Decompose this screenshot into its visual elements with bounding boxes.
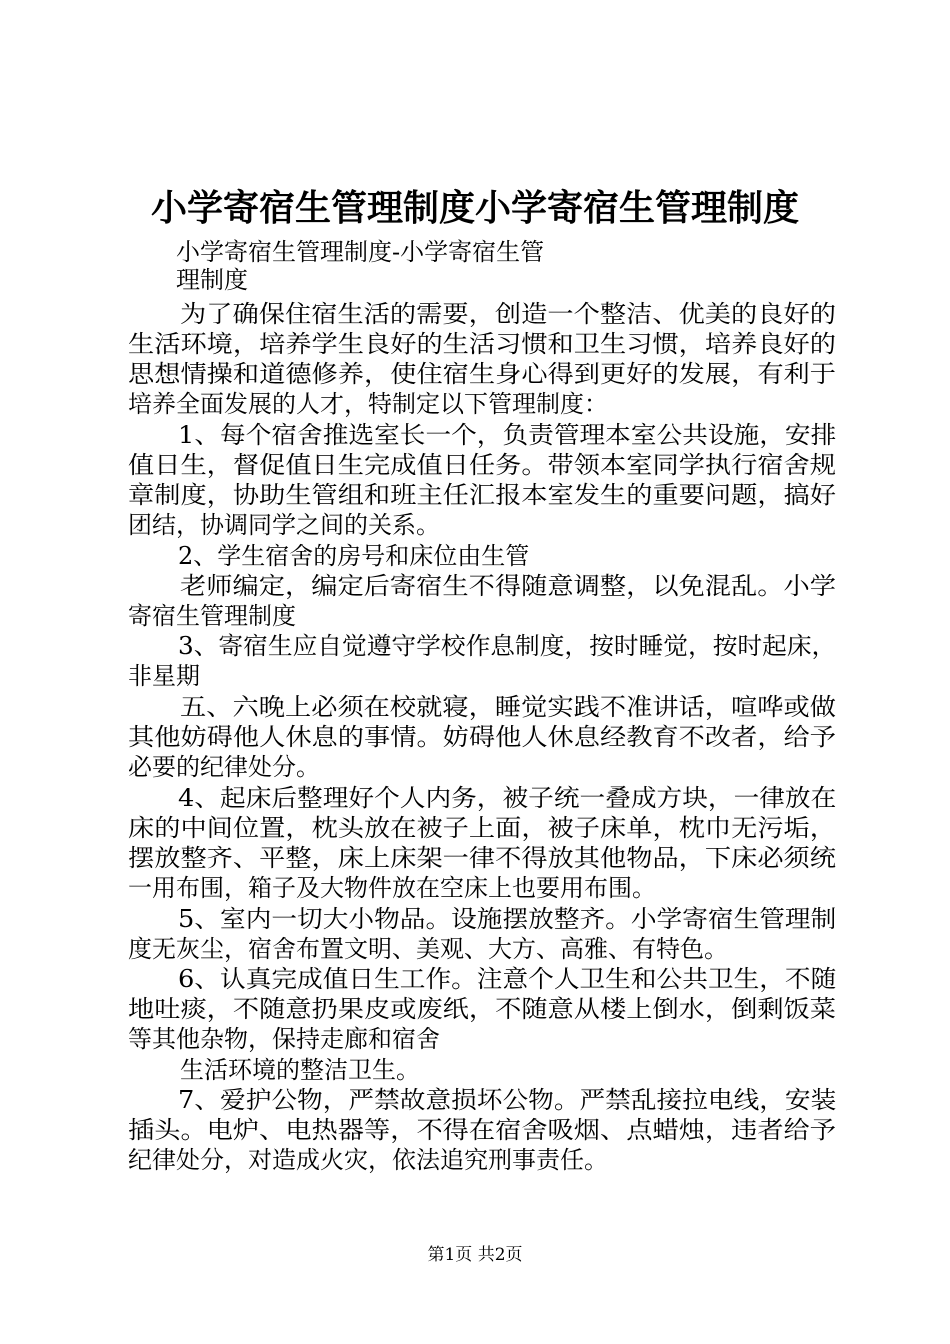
text-line: 生活环境的整洁卫生。 xyxy=(180,1056,420,1084)
text-line: 纪律处分，对造成火灾，依法追究刑事责任。 xyxy=(128,1146,608,1174)
text-line: 3、寄宿生应自觉遵守学校作息制度，按时睡觉，按时起床， xyxy=(178,632,837,660)
text-line: 等其他杂物，保持走廊和宿舍 xyxy=(128,1025,440,1053)
text-line: 团结，协调同学之间的关系。 xyxy=(128,511,440,539)
text-line: 小学寄宿生管理制度-小学寄宿生管 xyxy=(176,238,545,266)
text-line: 章制度，协助生管组和班主任汇报本室发生的重要问题，搞好 xyxy=(128,481,836,509)
text-line: 五、六晚上必须在校就寝，睡觉实践不准讲话，喧哗或做 xyxy=(180,693,836,721)
text-line: 2、学生宿舍的房号和床位由生管 xyxy=(178,542,530,570)
text-line: 摆放整齐、平整，床上床架一律不得放其他物品，下床必须统 xyxy=(128,844,836,872)
text-line: 7、爱护公物，严禁故意损坏公物。严禁乱接拉电线，安装 xyxy=(178,1086,837,1114)
text-line: 度无灰尘，宿舍布置文明、美观、大方、高雅、有特色。 xyxy=(128,935,728,963)
page-number: 第1页 共2页 xyxy=(427,1245,523,1265)
text-line: 地吐痰，不随意扔果皮或废纸，不随意从楼上倒水，倒剩饭菜 xyxy=(128,995,836,1023)
text-line: 为了确保住宿生活的需要，创造一个整洁、优美的良好的 xyxy=(180,300,836,328)
text-line: 理制度 xyxy=(176,266,248,294)
text-line: 值日生，督促值日生完成值日任务。带领本室同学执行宿舍规 xyxy=(128,451,836,479)
text-line: 必要的纪律处分。 xyxy=(128,753,320,781)
text-line: 老师编定，编定后寄宿生不得随意调整，以免混乱。小学 xyxy=(180,572,836,600)
text-line: 生活环境，培养学生良好的生活习惯和卫生习惯，培养良好的 xyxy=(128,330,836,358)
text-line: 4、起床后整理好个人内务，被子统一叠成方块，一律放在 xyxy=(178,784,837,812)
text-line: 思想情操和道德修养，使住宿生身心得到更好的发展，有利于 xyxy=(128,360,836,388)
text-line: 培养全面发展的人才，特制定以下管理制度： xyxy=(128,390,608,418)
document-title: 小学寄宿生管理制度小学寄宿生管理制度 xyxy=(150,187,799,229)
text-line: 插头。电炉、电热器等，不得在宿舍吸烟、点蜡烛，违者给予 xyxy=(128,1116,836,1144)
text-line: 6、认真完成值日生工作。注意个人卫生和公共卫生，不随 xyxy=(178,965,837,993)
text-line: 寄宿生管理制度 xyxy=(128,602,296,630)
text-line: 非星期 xyxy=(128,662,200,690)
text-line: 一用布围，箱子及大物件放在空床上也要用布围。 xyxy=(128,874,656,902)
text-line: 1、每个宿舍推选室长一个，负责管理本室公共设施，安排 xyxy=(178,421,837,449)
text-line: 其他妨碍他人休息的事情。妨碍他人休息经教育不改者，给予 xyxy=(128,723,836,751)
text-line: 5、室内一切大小物品。设施摆放整齐。小学寄宿生管理制 xyxy=(178,905,837,933)
text-line: 床的中间位置，枕头放在被子上面，被子床单，枕巾无污垢， xyxy=(128,814,836,842)
